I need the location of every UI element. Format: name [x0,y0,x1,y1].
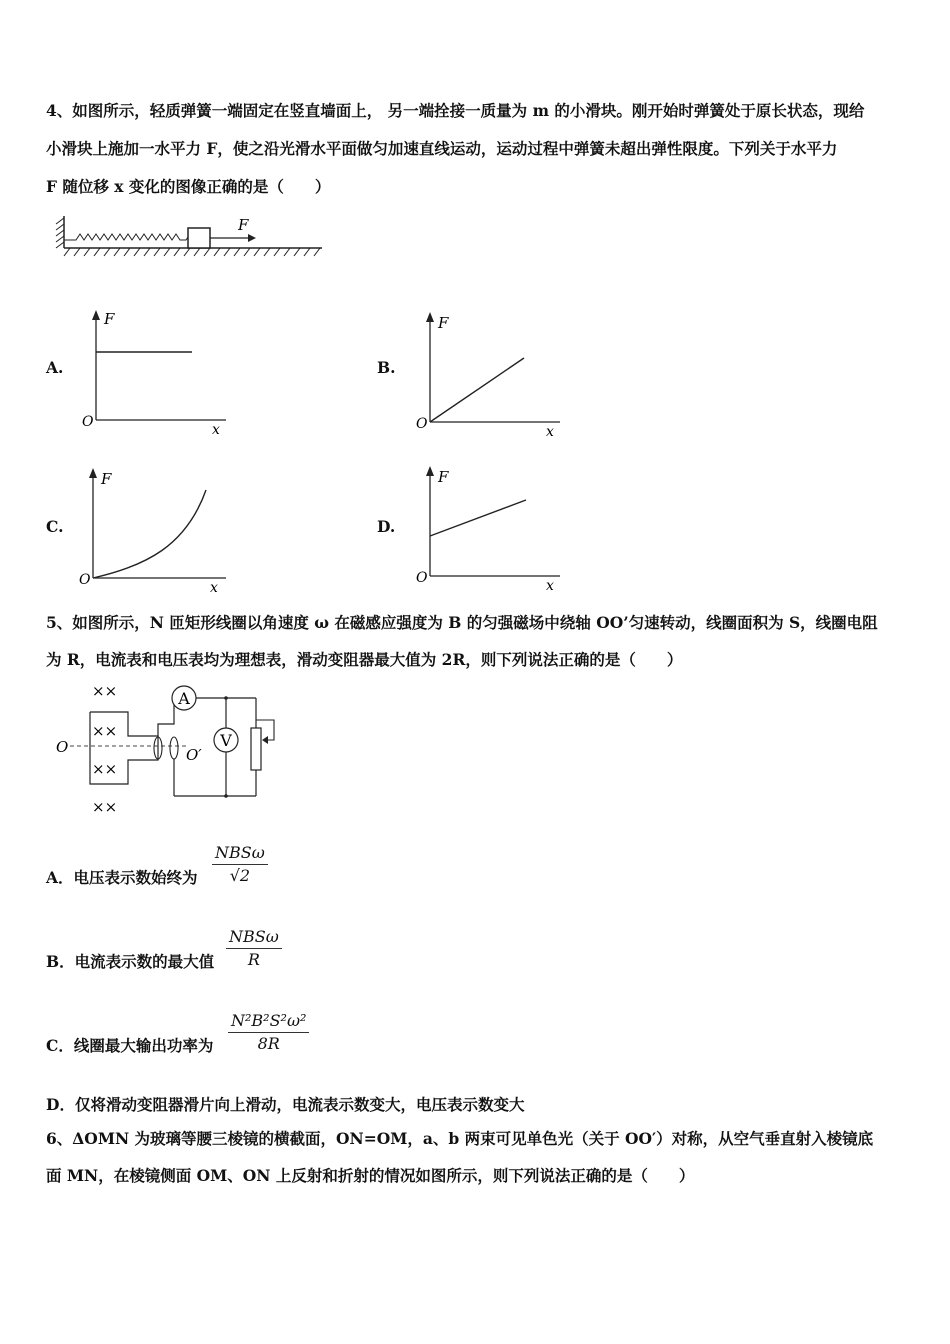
svg-text:O: O [56,738,69,756]
q4-line1: 4、如图所示，轻质弹簧一端固定在竖直墙面上， 另一端拴接一质量为 m 的小滑块。刚开始时弹簧处于原长状态，现给 [46,101,865,120]
spring-block-figure [50,212,330,264]
q4-option-c-label[interactable]: C. [46,517,64,536]
q5-option-b-formula: NBSω R [226,926,282,971]
q5-option-b[interactable]: B．电流表示数的最大值 [46,952,215,971]
graph-d-curve [430,500,526,536]
svg-text:O′: O′ [186,746,202,764]
svg-text:x: x [212,422,220,438]
q4-option-d-label[interactable]: D. [377,517,396,536]
graph-d [410,464,570,594]
svg-text:x: x [546,424,554,440]
q5-line2: 为 R，电流表和电压表均为理想表，滑动变阻器最大值为 2R，则下列说法正确的是（ ） [46,650,683,669]
q5-option-c[interactable]: C．线圈最大输出功率为 [46,1036,214,1055]
q5-option-a[interactable]: A．电压表示数始终为 [46,868,198,887]
q5-option-c-formula: $\frac{\text{N²B²S²ω²}}{8R}$ [228,1010,309,1055]
graph-b-curve [430,358,524,422]
svg-text:××: ×× [92,682,118,700]
rheostat-icon [251,728,261,770]
svg-text:××: ×× [92,760,118,778]
svg-text:××: ×× [92,722,118,740]
block [188,228,210,248]
graph-b [410,310,570,440]
svg-text:O: O [82,414,94,430]
graph-a [76,308,236,438]
svg-text:F: F [101,470,112,488]
svg-text:O: O [416,570,428,586]
svg-text:O: O [416,416,428,432]
force-label: F [238,216,249,234]
q4-option-b-label[interactable]: B. [377,358,396,377]
graph-c-curve [93,490,206,578]
svg-text:V: V [220,731,232,750]
q4-line3: F 随位移 x 变化的图像正确的是（ ） [46,177,331,196]
generator-circuit-figure [50,680,290,818]
q5-option-d[interactable]: D．仅将滑动变阻器滑片向上滑动，电流表示数变大，电压表示数变大 [46,1095,525,1114]
q4-option-a-label[interactable]: A. [46,358,64,377]
svg-text:××: ×× [92,798,118,816]
q6-line1: 6、ΔOMN 为玻璃等腰三棱镜的横截面，ON=OM，a、b 两束可见单色光（关于 OO′）对称，从空气垂直射入棱镜底 [46,1129,874,1148]
q5-option-a-formula: NBSω √2 [212,842,268,887]
svg-text:F: F [438,468,449,486]
svg-text:A: A [178,689,190,708]
svg-text:x: x [546,578,554,594]
spring [64,234,194,240]
svg-text:x: x [210,580,218,596]
q6-line2: 面 MN，在棱镜侧面 OM、ON 上反射和折射的情况如图所示，则下列说法正确的是（ ） [46,1166,695,1185]
svg-text:F: F [438,314,449,332]
svg-text:O: O [79,572,91,588]
svg-text:F: F [104,310,115,328]
q4-line2: 小滑块上施加一水平力 F，使之沿光滑水平面做匀加速直线运动，运动过程中弹簧未超出弹性限度。下列关于水平力 [46,139,838,158]
q5-line1: 5、如图所示，N 匝矩形线圈以角速度 ω 在磁感应强度为 B 的匀强磁场中绕轴 OO’匀速转动，线圈面积为 S，线圈电阻 [46,613,878,632]
graph-c [76,466,236,596]
